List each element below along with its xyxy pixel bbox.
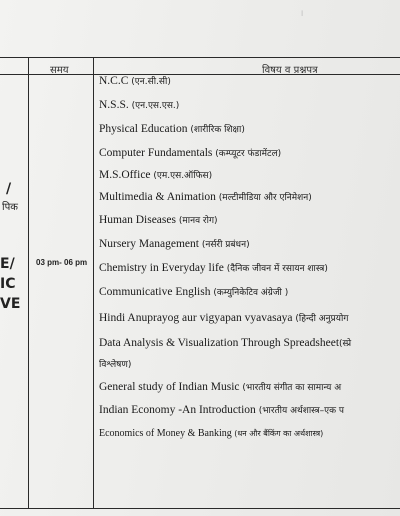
subject-en: Chemistry in Everyday life <box>99 262 224 274</box>
left-fragment-4: IC <box>0 276 16 292</box>
subject-row <box>99 380 341 395</box>
header-subject: विषय व प्रश्नपत्र <box>262 65 318 76</box>
subject-en: Physical Education <box>99 123 188 135</box>
subject-en: Data Analysis & Visualization Through Spreadsheet <box>99 337 340 349</box>
subject-row <box>99 311 348 326</box>
subject-row <box>99 146 281 161</box>
subject-hi: (धन और बैंकिंग का अर्थशास्त्र) <box>234 429 324 438</box>
subject-row <box>99 403 344 418</box>
subject-hi: (एन.एस.एस.) <box>131 101 180 111</box>
subject-row-continued <box>99 357 131 372</box>
subject-row <box>99 168 212 183</box>
subject-en: Indian Economy -An Introduction <box>99 404 256 416</box>
subject-hi: (भारतीय अर्थशास्त्र–एक प <box>258 406 344 416</box>
subject-hi: (मल्टीमीडिया और एनिमेशन) <box>218 193 312 203</box>
subject-en: Human Diseases <box>99 214 176 226</box>
header-time: समय <box>50 65 69 76</box>
subject-row <box>99 122 245 137</box>
subject-hi: (हिन्दी अनुप्रयोग <box>295 314 349 324</box>
subject-hi: (स्प्रे <box>339 339 352 349</box>
bleed-through-mark: । <box>300 9 304 19</box>
subject-en: Nursery Management <box>99 238 199 250</box>
subject-hi: (शारीरिक शिक्षा) <box>190 125 245 135</box>
subject-en: N.S.S. <box>99 99 129 111</box>
subject-en: M.S.Office <box>99 169 151 181</box>
subject-en: Multimedia & Animation <box>99 191 216 203</box>
column-divider-2 <box>93 57 94 509</box>
subject-row <box>99 427 323 441</box>
left-fragment-1: / <box>6 181 12 197</box>
subject-row <box>99 336 351 351</box>
subject-hi: (भारतीय संगीत का सामान्य अ <box>242 383 342 393</box>
subject-row <box>99 190 312 205</box>
subject-en: General study of Indian Music <box>99 381 240 393</box>
subject-en: Communicative English <box>99 286 211 298</box>
subject-en: Computer Fundamentals <box>99 147 213 159</box>
subject-en: N.C.C <box>99 75 129 87</box>
subject-row <box>99 98 179 113</box>
subject-row <box>99 261 328 276</box>
subject-hi: (एन.सी.सी) <box>131 77 171 87</box>
left-fragment-2: पिक <box>2 202 18 213</box>
subject-hi: (कम्प्यूटर फंडामेंटल) <box>215 149 282 159</box>
subject-row <box>99 74 171 89</box>
subject-hi: (कम्युनिकेटिव अंग्रेजी ) <box>213 288 289 298</box>
subject-en: Hindi Anuprayog aur vigyapan vyavasaya <box>99 312 293 324</box>
subject-en: Economics of Money & Banking <box>99 428 232 439</box>
subject-hi: विश्लेषण) <box>99 360 132 370</box>
time-slot: 03 pm- 06 pm <box>36 258 88 267</box>
subject-hi: (मानव रोग) <box>178 216 218 226</box>
table-bottom-rule <box>0 508 400 509</box>
left-fragment-5: VE <box>0 296 21 312</box>
subject-hi: (एम.एस.ऑफिस) <box>153 171 213 181</box>
table-top-rule <box>0 57 400 58</box>
subject-row <box>99 285 288 300</box>
column-divider-1 <box>28 57 29 509</box>
subject-row <box>99 237 250 252</box>
subject-row <box>99 213 218 228</box>
subject-hi: (नर्सरी प्रबंधन) <box>201 240 250 250</box>
left-fragment-3: E/ <box>0 256 15 272</box>
subject-hi: (दैनिक जीवन में रसायन शास्त्र) <box>226 264 328 274</box>
